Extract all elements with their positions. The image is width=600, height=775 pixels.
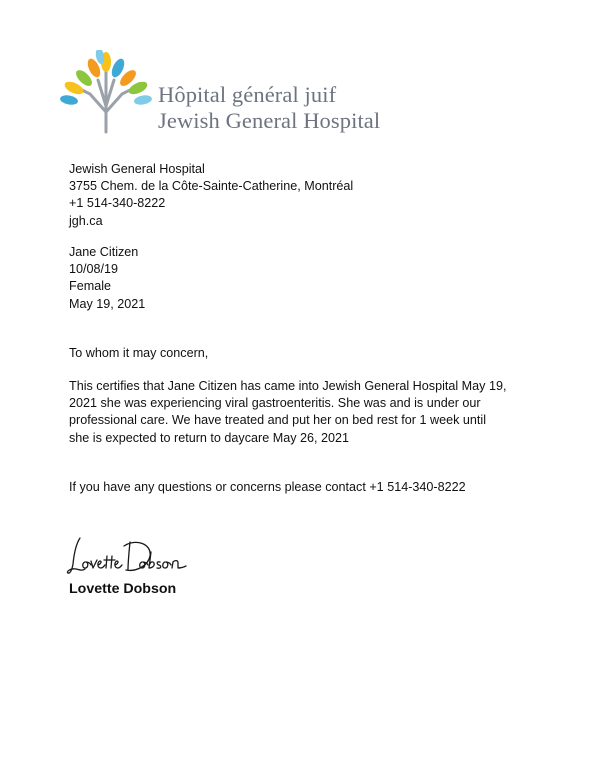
logo-name-english: Jewish General Hospital (158, 108, 381, 133)
sender-name: Jewish General Hospital (69, 162, 205, 176)
logo-name-french: Hôpital général juif (158, 82, 337, 107)
patient-dob: 10/08/19 (69, 262, 119, 277)
contact-line: If you have any questions or concerns please contact +1 514-340-8222 (69, 480, 466, 494)
letter-body (69, 378, 509, 447)
letter-date: May 19, 2021 (69, 296, 146, 311)
handwritten-signature (66, 532, 190, 578)
patient-sex: Female (69, 279, 111, 294)
hospital-logo-wordmark (158, 82, 380, 134)
letter-body-paragraph: This certifies that Jane Citizen has came into Jewish General Hospital May 19, 2021 she was experiencing viral gastroenteritis. She was and is under our professional care. We have treated and put her on bed rest for 1 week until she is expected to return to daycare May 26, 2021 (69, 379, 507, 445)
sender-website: jgh.ca (69, 213, 103, 228)
salutation-text: To whom it may concern, (69, 346, 209, 360)
patient-name: Jane Citizen (69, 245, 139, 259)
contact-paragraph (69, 479, 466, 496)
signer-name: Lovette Dobson (69, 581, 177, 597)
salutation (69, 345, 208, 362)
sender-phone: +1 514-340-8222 (69, 196, 166, 211)
patient-info-block (69, 244, 145, 313)
hospital-logo-icon (60, 50, 152, 134)
sender-address: 3755 Chem. de la Côte-Sainte-Catherine, Montréal (69, 179, 354, 194)
sender-address-block (69, 161, 353, 230)
